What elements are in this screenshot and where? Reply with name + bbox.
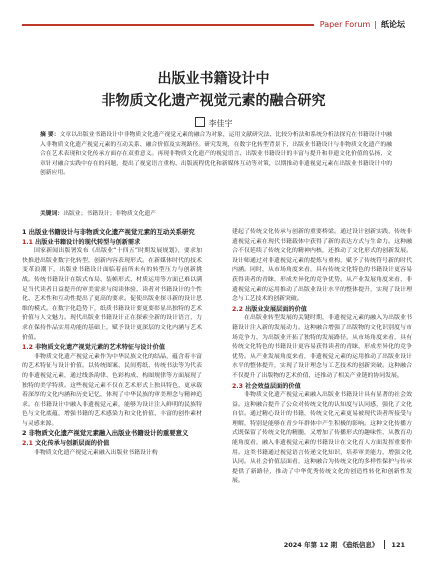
header-bar <box>0 18 427 32</box>
subsection-title: 非物质文化遗产视觉元素的艺术特征与设计价值 <box>35 344 166 352</box>
keywords <box>40 210 392 219</box>
page-number: 121 <box>391 540 405 549</box>
author-box-icon <box>195 117 205 127</box>
subsection-number: 2.3 <box>232 382 243 390</box>
journal-header <box>314 18 405 32</box>
page-footer <box>284 540 405 549</box>
abstract <box>40 131 392 179</box>
keywords-label: 关键词： <box>40 211 64 217</box>
body-paragraph: 国家新闻出版署发布《出版业“十四五”时期发展规划》，要求加快推进出版业数字化转型，创新内容表现形式。在新媒体时代的技术变革浪潮下，出版业书籍设计面临着前所未有的转型压力与创新挑战。传统书籍设计在版式布局、装帧形式、材质运用等方面已难以满足当代读者日益提升的审美需求与阅读体验，读者对书籍设计的个性化、艺术性和互动性提出了更高的要求。促使出版业探寻新的设计思维的模式。在数字化趋势下，纸质书籍设计要更要彰显出独特的艺术价值与人文魅力。现代出版业书籍设计正在探索全新的设计语言，力求在保持作品实用功能的基础上，赋予设计更深层的文化内涵与艺术价值。 <box>22 248 202 341</box>
author-line <box>0 117 427 129</box>
body-paragraph: 非物质文化遗产视觉元素融入出版业书籍设计具有显著的社会效益。这种融合提升了公众对传统文化的认知度与认同感，强化了文化自信。通过精心设计的书籍，传统文化元素更易被现代读者所接受与理解，特别是能够在青少年群体中产生积极的影响。这种文化传播方式既保留了传统文化的精髓，又增加了传播形式的趣味性，从教育功能角度看，融入非遗视觉元素的书籍设计在文化育人方面发挥重要作用。这类书籍通过视觉语言传递文化知识，培养审美能力，增强文化认同。从社会价值层面看，这种融合为传统文化的多样性保护与传承提供了新路径，推动了中华优秀传统文化的创造性转化和创新性发展。 <box>232 392 412 485</box>
footer-issue: 2024 年第 12 期 《造纸信息》 <box>283 541 379 549</box>
subsection-heading <box>232 382 412 392</box>
right-column <box>232 228 412 487</box>
header-cn: 纸论坛 <box>381 20 405 29</box>
left-column <box>22 228 202 458</box>
subsection-number: 1.1 <box>22 238 33 246</box>
body-paragraph: 非物质文化遗产视觉元素作为中华民族文化的结晶，蕴含着丰富的艺术特征与设计价值。以传统图案、民间剪纸、传统书法等为代表的非遗视觉元素，通过线条韵律、色彩构成、构图规律等方面展现了独特的美学特质。这些视觉元素不仅在艺术形式上独具特色，更承载着深厚的文化内涵和历史记忆，体现了中华民族的审美理念与精神追求。在书籍设计中融入非遗视觉元素，能够为设计注入鲜明的民族特色与文化底蕴，增强书籍的艺术感染力和文化价值，丰富的创作素材与灵感来源。 <box>22 353 202 427</box>
subsection-number: 1.2 <box>22 344 33 352</box>
subsection-number: 2.2 <box>232 305 243 313</box>
body-paragraph: 非物质文化遗产视觉元素融入出版业书籍设计构 <box>34 449 158 456</box>
subsection-number: 2.1 <box>22 440 33 448</box>
subsection-heading <box>232 305 412 315</box>
subsection-title: 出版业发展层面的价值 <box>245 305 307 313</box>
page-title-line1: 出版业书籍设计中 <box>157 71 270 87</box>
subsection-title: 出版业书籍设计的现代转型与创新需求 <box>35 238 141 246</box>
abstract-label: 摘 要： <box>40 132 60 138</box>
page-title-line2: 非物质文化遗产视觉元素的融合研究 <box>101 93 326 109</box>
header-separator: | <box>374 20 377 29</box>
footer-divider <box>384 540 385 549</box>
subsection-heading <box>22 439 202 449</box>
subsection-heading <box>22 343 202 353</box>
body-paragraph: 建起了传统文化传承与创新的重要桥梁。通过设计创新实践，传统非遗视觉元素在现代书籍载体中获得了新的表达方式与生命力。这种融合不仅延续了传统文化的精神内核，还推动了文化形式的创新发展。设计师通过对非遗视觉元素的提炼与重构，赋予了传统符号新的时代内涵。同时，从市场角度来看，具有传统文化特色的书籍设计更容易获得读者的青睐，形成差异化的竞争优势。从产业发展角度来看，非遗视觉元素的运用推动了出版业设计水平的整体提升，实现了设计理念与工艺技术的创新突破。 <box>232 229 412 303</box>
section-heading: 1 出版业书籍设计与非物质文化遗产视觉元素的互动关系研究 <box>22 228 195 236</box>
keywords-text: 出版业；书籍设计；非物质文化遗产 <box>63 211 156 217</box>
abstract-text: 文章以出版业书籍设计中非物质文化遗产视觉元素的融合为对象，运用文献研究法、比较分析法和系统分析法探究在书籍设计中融入非物质文化遗产视觉元素的互动关系、融合价值及实现路径。研究发现，在数字化转型背景下，出版业书籍设计与非物质文化遗产的融合在艺术表现和文化传承方面存在双重意义。再现非物质文化遗产的视觉语言、出版业书籍设计的丰富与提升和非遗文化价值的弘扬，文章针对融合实践中存在的问题，提出了视觉语言重构、出版流程优化和新媒体互动等对策，以期推动非遗视觉元素在出版业书籍设计中的创新应用。 <box>40 132 392 177</box>
author-name: 李佳宇 <box>208 119 233 128</box>
section-heading: 2 非物质文化遗产视觉元素融入出版业书籍设计的重要意义 <box>22 429 189 438</box>
subsection-title: 文化传承与创新层面的价值 <box>35 440 110 448</box>
subsection-title: 社会效益层面的价值 <box>245 382 301 390</box>
body-paragraph: 在出版业转型发展的关键时期，非遗视觉元素的融入为出版业书籍设计注入新的发展动力。这种融合增强了出版物的文化识别度与市场竞争力，为出版业开拓了独特的发展路径。从市场角度来看，具有传统文化特色的书籍设计更容易获得读者的青睐，形成差异化的竞争优势。从产业发展角度来看，非遗视觉元素的运用推动了出版业设计水平的整体提升，实现了设计理念与工艺技术的创新突破。这种融合不仅提升了出版物的艺术价值，还推动了相关产业链的协同发展。 <box>232 315 412 379</box>
subsection-heading <box>22 238 202 248</box>
header-en: Paper Forum <box>319 20 371 29</box>
